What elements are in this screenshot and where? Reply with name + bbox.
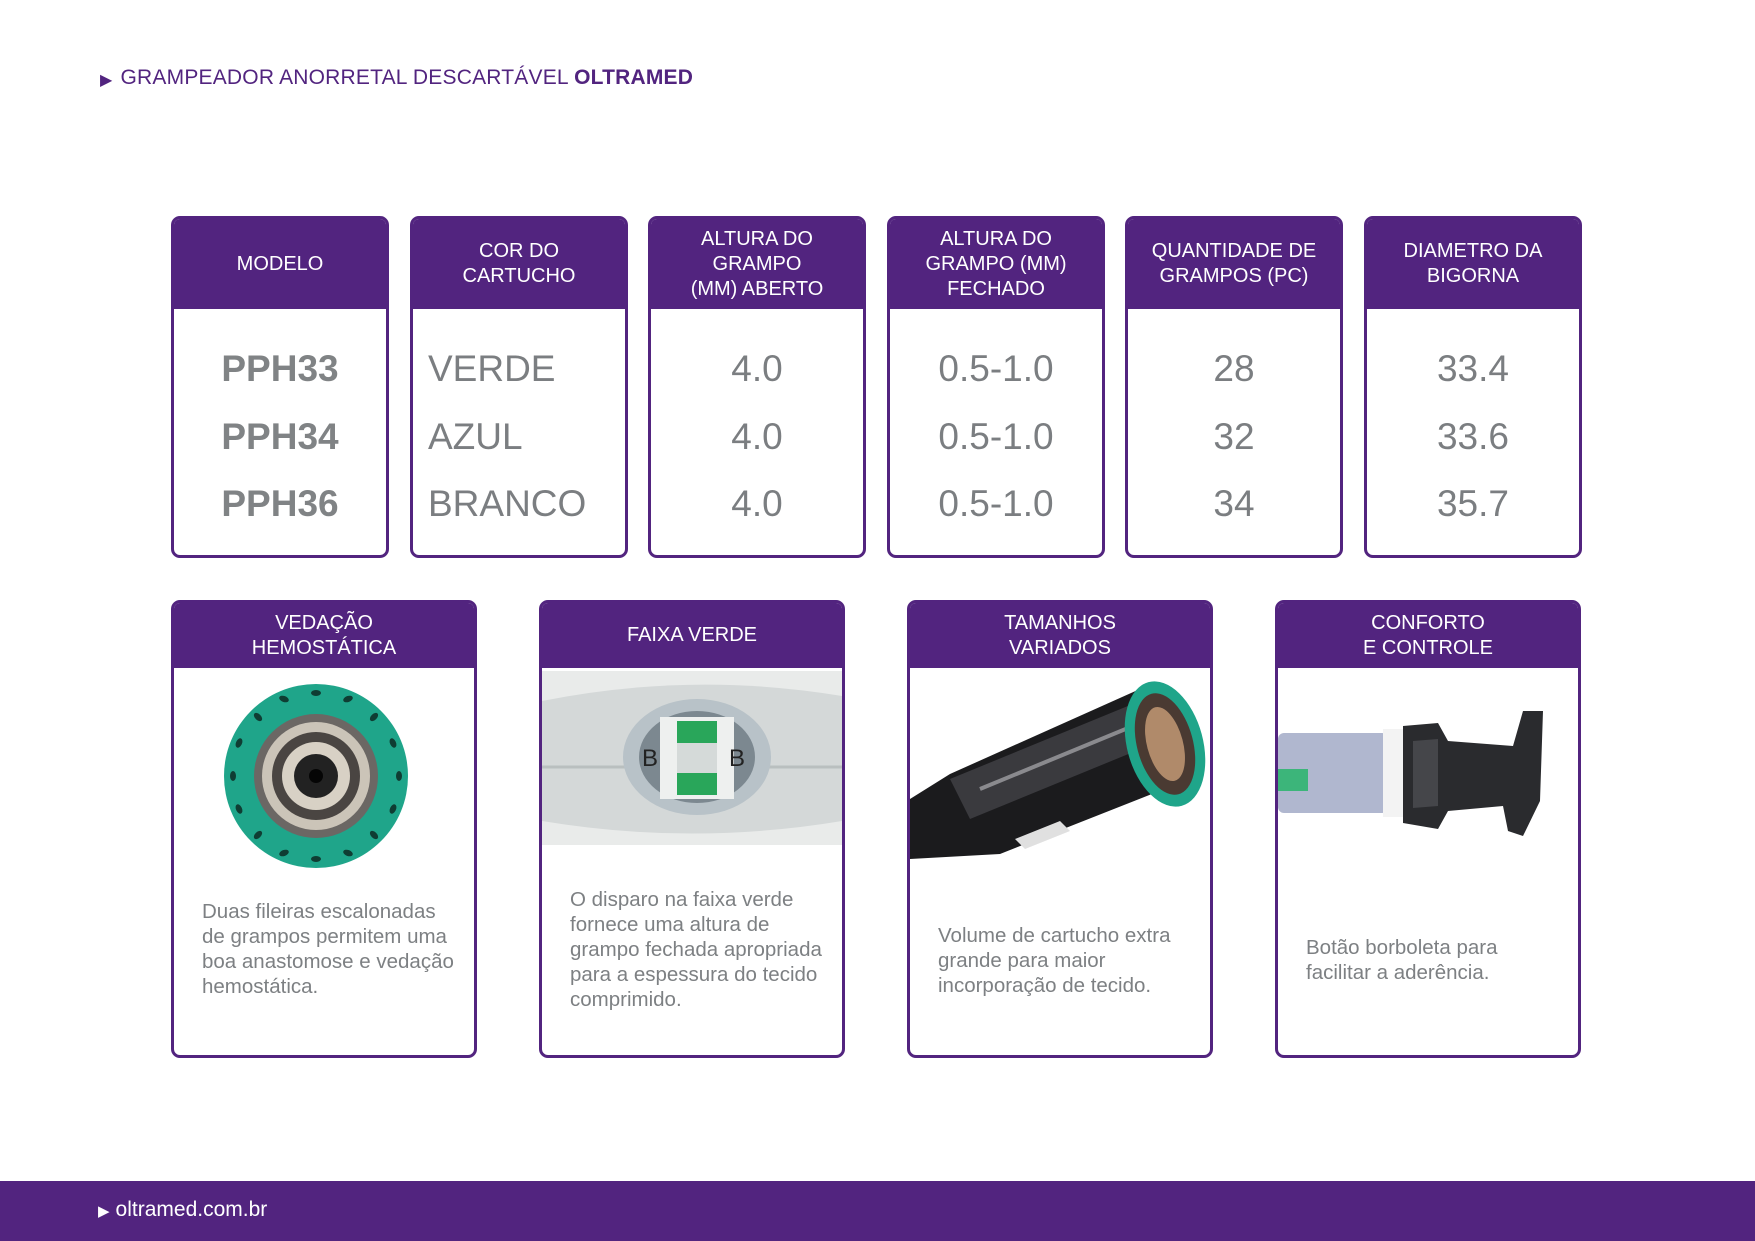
- feature-heading: TAMANHOS VARIADOS: [910, 603, 1210, 668]
- spec-column-quantidade: [1125, 216, 1343, 558]
- spec-heading: QUANTIDADE DE GRAMPOS (PC): [1128, 219, 1340, 309]
- triangle-marker-icon: ▶: [98, 1203, 110, 1220]
- spec-value: 35.7: [1436, 483, 1509, 524]
- feature-card-conforto: [1275, 600, 1581, 1058]
- spec-value: 32: [1213, 415, 1255, 457]
- spec-value: PPH33: [221, 348, 339, 389]
- spec-value: VERDE: [428, 348, 556, 389]
- footer-url: oltramed.com.br: [115, 1198, 268, 1221]
- spec-heading: MODELO: [174, 219, 386, 309]
- spec-heading: ALTURA DO GRAMPO (MM) ABERTO: [651, 219, 863, 309]
- feature-heading: FAIXA VERDE: [542, 603, 842, 668]
- footer-bar: [0, 1181, 1755, 1241]
- spec-column-altura-aberto: [648, 216, 866, 558]
- staple-cartridge-ring-image: [174, 683, 474, 873]
- spec-column-diametro: [1364, 216, 1582, 558]
- spec-value: 4.0: [731, 348, 783, 389]
- spec-value: 28: [1213, 348, 1255, 389]
- spec-heading: COR DO CARTUCHO: [413, 219, 625, 309]
- svg-text:B: B: [729, 745, 746, 772]
- feature-text: Volume de cartucho extra grande para maior incorporação de tecido.: [938, 924, 1171, 997]
- spec-value: 0.5-1.0: [938, 348, 1054, 389]
- feature-text: Botão borboleta para facilitar a aderência.: [1306, 936, 1498, 984]
- feature-card-tamanhos: [907, 600, 1213, 1058]
- header-brand: OLTRAMED: [574, 66, 694, 89]
- spec-value: 0.5-1.0: [938, 483, 1054, 524]
- spec-value: AZUL: [428, 415, 523, 457]
- feature-heading: CONFORTO E CONTROLE: [1278, 603, 1578, 668]
- footer-url-link[interactable]: [98, 1198, 267, 1222]
- triangle-marker-icon: ▶: [100, 72, 113, 89]
- spec-value: 4.0: [731, 415, 783, 457]
- spec-column-altura-fechado: [887, 216, 1105, 558]
- spec-value: 4.0: [731, 483, 783, 524]
- spec-value: PPH34: [221, 415, 339, 457]
- feature-card-faixa-verde: [539, 600, 845, 1058]
- header-title: GRAMPEADOR ANORRETAL DESCARTÁVEL: [120, 66, 569, 89]
- spec-value: 33.6: [1436, 415, 1509, 457]
- spec-value: 34: [1213, 483, 1255, 524]
- cartridge-sizes-image: [910, 669, 1210, 859]
- feature-card-vedacao: [171, 600, 477, 1058]
- feature-heading: VEDAÇÃO HEMOSTÁTICA: [174, 603, 474, 668]
- document-header: [100, 66, 693, 90]
- spec-column-cor: [410, 216, 628, 558]
- svg-text:B: B: [642, 745, 659, 772]
- spec-column-modelo: [171, 216, 389, 558]
- spec-value: PPH36: [221, 483, 339, 524]
- spec-value: 0.5-1.0: [938, 415, 1054, 457]
- feature-text: Duas fileiras escalonadas de grampos permitem uma boa anastomose e vedação hemostática.: [202, 900, 454, 998]
- green-band-indicator-image: [542, 671, 842, 845]
- spec-value: BRANCO: [428, 483, 587, 524]
- spec-heading: ALTURA DO GRAMPO (MM) FECHADO: [890, 219, 1102, 309]
- spec-heading: DIAMETRO DA BIGORNA: [1367, 219, 1579, 309]
- feature-text: O disparo na faixa verde fornece uma altura de grampo fechada apropriada para a espessura do tecido comprimido.: [570, 888, 822, 1011]
- butterfly-knob-image: [1278, 671, 1578, 891]
- spec-value: 33.4: [1436, 348, 1509, 389]
